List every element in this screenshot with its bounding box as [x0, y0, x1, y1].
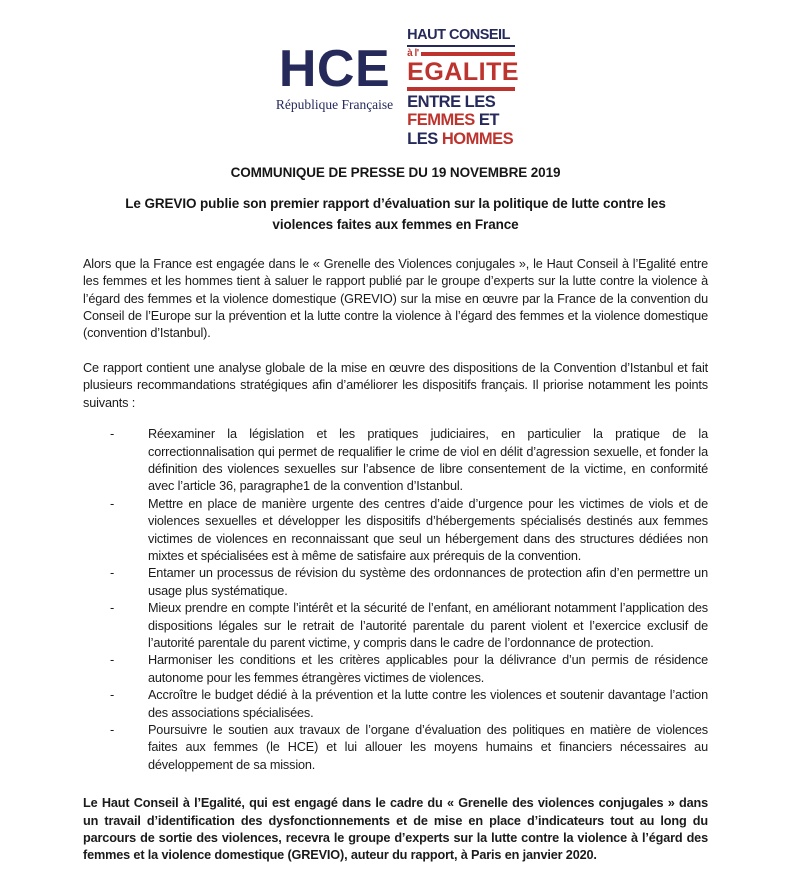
bullet-dash: - [110, 427, 115, 442]
logo-egalite-text: EGALITE [407, 57, 520, 86]
press-release-date-line: COMMUNIQUE DE PRESSE DU 19 NOVEMBRE 2019 [230, 165, 561, 180]
list-item [83, 565, 708, 600]
logo-red-bar-bottom [407, 87, 515, 91]
list-item-text: Mieux prendre en compte l’intérêt et la sécurité de l’enfant, en améliorant notamment l’application des dispositions légales sur le retrait de l’autorité parentale du parent violent et l’exercice exclusif de l’autorité parentale du parent victime, y compris dans le cadre de l’ordonnance de protection. [148, 601, 708, 650]
logo-les-hommes-text [407, 131, 515, 148]
logo-haut-conseil-text: HAUT CONSEIL [407, 28, 515, 47]
list-item [83, 722, 708, 774]
hce-logo-left [276, 28, 393, 113]
list-item-text: Accroître le budget dédié à la prévention et la lutte contre les violences et soutenir davantage l’action des associations spécialisées. [148, 688, 708, 720]
logo-femmes-text: FEMMES [407, 111, 475, 129]
bullet-dash: - [110, 723, 115, 737]
list-item [83, 426, 708, 496]
list-item-text: Harmoniser les conditions et les critères applicables pour la délivrance d’un permis de résidence autonome pour les femmes étrangères victimes de violences. [148, 653, 708, 685]
bullet-dash: - [110, 653, 115, 668]
list-item-text: Mettre en place de manière urgente des centres d’aide d’urgence pour les victimes de viols et de violences sexuelles et développer les dispositifs d’hébergements spécialisés destinés aux femmes victimes de violences en reconnaissant que seul un hébergement dans des structures dédiées non mixtes et spécialisées est à même de satisfaire aux prérequis de la convention. [148, 496, 708, 563]
bullet-dash: - [110, 496, 115, 511]
list-item [83, 600, 708, 652]
hce-logo-tagline: République Française [275, 96, 394, 112]
logo-les-text: LES [407, 129, 442, 148]
logo-femmes-et-text [407, 112, 515, 129]
hce-logo [275, 27, 520, 148]
hce-wordmark: HCE [278, 40, 391, 98]
list-item-text: Poursuivre le soutien aux travaux de l’organe d’évaluation des politiques en matière de violences faites aux femmes (le HCE) et lui allouer les moyens humains et financiers nécessaires au développement de sa mission. [148, 723, 708, 772]
logo-a-l-row [407, 49, 515, 59]
logo-et-text: ET [474, 111, 499, 129]
recommendations-list [83, 426, 708, 774]
logo-hommes-text: HOMMES [441, 129, 514, 148]
bullet-dash: - [110, 688, 115, 703]
list-item-text: Réexaminer la législation et les pratiques judiciaires, en particulier la pratique de la correctionnalisation qui permet de requalifier le crime de viol en délit d’agression sexuelle, et fonder la définition des violences sexuelles sur l’absence de libre consentement de la victime, en conformité avec l’article 36, paragraphe1 de la convention d’Istanbul. [148, 427, 708, 494]
document-header [0, 0, 791, 236]
document-title: Le GREVIO publie son premier rapport d’évaluation sur la politique de lutte contre les violences faites aux femmes en France [125, 196, 666, 232]
list-item-text: Entamer un processus de révision du système des ordonnances de protection afin d’en permettre un usage plus systématique. [148, 566, 708, 598]
logo-red-bar-top [421, 52, 516, 56]
list-item [83, 496, 708, 566]
list-item [83, 652, 708, 687]
bullet-dash: - [110, 566, 115, 581]
logo-a-l-text: à l' [407, 47, 419, 59]
bullet-dash: - [110, 601, 115, 616]
paragraph-report-summary: Ce rapport contient une analyse globale de la mise en œuvre des dispositions de la Convention d’Istanbul et fait plusieurs recommandations stratégiques afin d’améliorer les dispositifs français. Il priorise notamment les points suivants : [83, 360, 708, 410]
document-body [83, 256, 708, 865]
paragraph-intro: Alors que la France est engagée dans le « Grenelle des Violences conjugales », le Haut Conseil à l’Egalité entre les femmes et les hommes tient à saluer le rapport publié par le groupe d’experts sur la lutte contre la violence à l’égard des femmes et la violence domestique (GREVIO) sur la mise en œuvre par la France de la convention du Conseil de l’Europe sur la prévention et la lutte contre la violence à l’égard des femmes et la violence domestique (convention d’Istanbul). [83, 256, 708, 341]
logo-entre-les-text: ENTRE LES [407, 92, 496, 111]
hce-logo-block [407, 27, 520, 148]
paragraph-closing: Le Haut Conseil à l’Egalité, qui est engagé dans le cadre du « Grenelle des violences conjugales » dans un travail d’identification des dysfonctionnements et de mise en place d’indicateurs tout au long du parcours de sortie des violences, recevra le groupe d’experts sur la lutte contre la violence à l’égard des femmes et la violence domestique (GREVIO), auteur du rapport, à Paris en janvier 2020. [83, 796, 708, 863]
list-item [83, 687, 708, 722]
